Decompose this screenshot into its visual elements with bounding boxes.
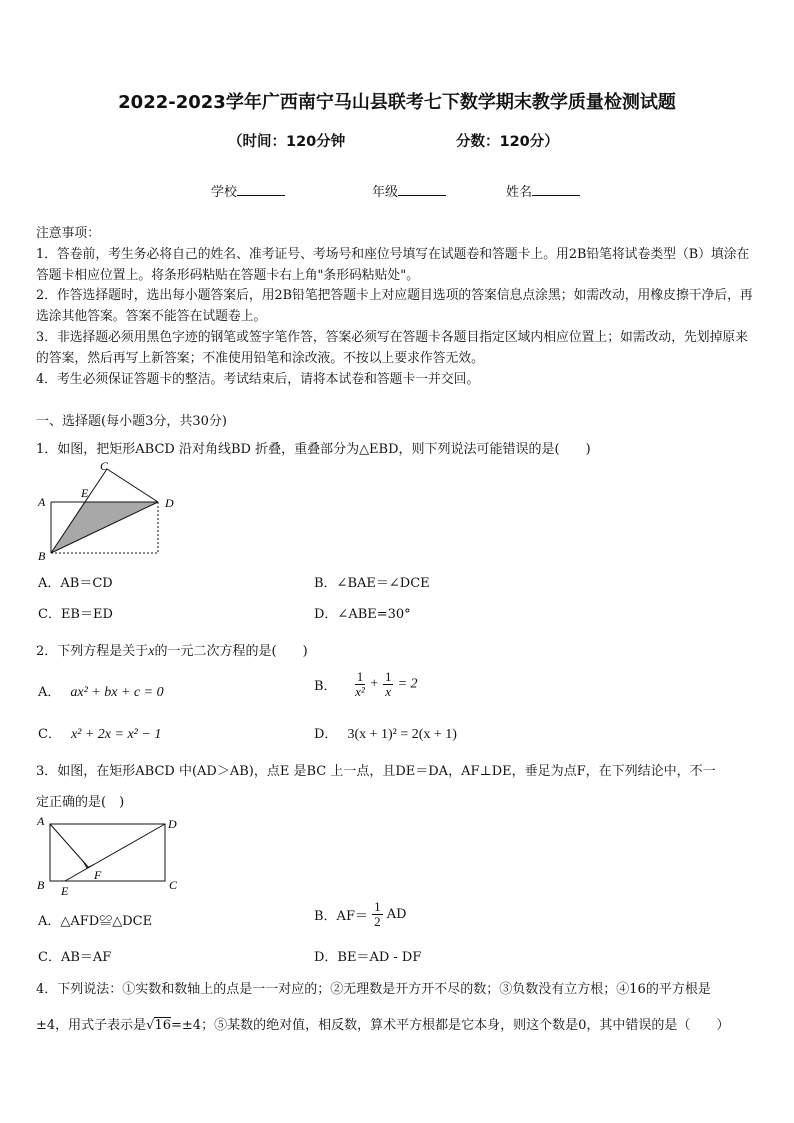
q3-option-b[interactable] — [314, 900, 407, 929]
school-blank — [237, 183, 285, 196]
q2-option-c[interactable] — [38, 723, 161, 743]
q3-b-post: AD — [386, 907, 407, 922]
q2-a-label: A． — [38, 685, 61, 700]
q2-c-math: x² + 2x = x² − 1 — [70, 727, 162, 742]
exam-time: （时间：120分钟 — [228, 134, 346, 150]
q1-option-b[interactable]: B．∠BAE＝∠DCE — [314, 576, 430, 591]
label-c: C — [169, 878, 178, 892]
q3-option-a[interactable]: A．△AFD≌△DCE — [38, 914, 153, 929]
q1-option-a[interactable]: A．AB＝CD — [38, 576, 113, 591]
q3-b-frac — [372, 900, 383, 929]
q2-stem-b: 的一元二次方程的是( ) — [154, 644, 308, 659]
sqrt-sign: √ — [146, 1018, 155, 1033]
section-heading: 一、选择题(每小题3分，共30分) — [36, 414, 227, 429]
label-b: B — [38, 549, 46, 562]
q4-line2-pre: ±4，用式子表示是 — [36, 1018, 147, 1033]
notes-block — [36, 224, 758, 390]
rectangle-abcd — [50, 824, 165, 881]
name-field — [506, 181, 580, 200]
q2-d-math: 3(x + 1)² = 2(x + 1) — [347, 727, 457, 742]
name-label: 姓名 — [506, 185, 533, 200]
q1-option-c[interactable]: C．EB＝ED — [38, 607, 113, 622]
name-blank — [532, 183, 580, 196]
q3-stem-line2: 定正确的是( ) — [36, 795, 125, 810]
grade-blank — [398, 183, 446, 196]
q2-option-b[interactable] — [314, 670, 418, 699]
q4-line2 — [36, 1014, 729, 1033]
grade-field — [372, 181, 446, 200]
q2-option-a[interactable] — [38, 681, 164, 701]
label-e: E — [61, 884, 69, 896]
right-angle-mark — [83, 861, 93, 868]
q3-option-c[interactable]: C．AB＝AF — [38, 950, 112, 965]
note-item: 3．非选择题必须用黑色字迹的钢笔或签字笔作答，答案必须写在答题卡各题目指定区域内相应位置上；如需改动，先划掉原来的答案，然后再写上新答案；不准使用铅笔和涂改液。不按以上要求作答无效。 — [36, 329, 748, 366]
grade-label: 年级 — [372, 185, 399, 200]
folded-cd — [107, 469, 158, 502]
q2-b-label: B． — [314, 679, 337, 694]
school-field — [211, 181, 285, 200]
frac-num: 1 — [384, 669, 392, 684]
q2-d-label: D． — [314, 727, 338, 742]
label-d: D — [168, 817, 177, 831]
note-item: 4．考生必须保证答题卡的整洁。考试结束后，请将本试卷和答题卡一并交回。 — [36, 371, 480, 387]
q1-stem: 1．如图，把矩形ABCD 沿对角线BD 折叠，重叠部分为△EBD，则下列说法可能错误的是( ) — [36, 442, 591, 457]
q1-figure — [34, 460, 184, 562]
exam-score: 分数：120分） — [456, 134, 559, 150]
sqrt-radicand: 16 — [154, 1018, 172, 1033]
q2-b-frac1 — [355, 670, 366, 699]
q2-c-label: C． — [38, 727, 61, 742]
q2-a-math: ax² + bx + c = 0 — [70, 685, 164, 700]
label-d: D — [165, 496, 174, 510]
page-title: 2022-2023学年广西南宁马山县联考七下数学期末教学质量检测试题 — [118, 92, 676, 113]
label-c: C — [100, 460, 109, 473]
q2-stem-a: 2．下列方程是关于 — [36, 644, 149, 659]
label-e: E — [81, 486, 89, 500]
segment-de — [65, 824, 165, 881]
note-item: 2．作答选择题时，选出每小题答案后，用2B铅笔把答题卡上对应题目选项的答案信息点涂黑；如需改动，用橡皮擦干净后，再选涂其他答案。答案不能答在试题卷上。 — [36, 288, 753, 325]
school-label: 学校 — [211, 185, 238, 200]
frac-den: x² — [355, 684, 365, 699]
frac-num: 1 — [374, 899, 381, 914]
q2-b-frac2 — [383, 670, 394, 699]
q2-stem — [36, 640, 308, 660]
frac-den: x — [385, 684, 392, 699]
note-item: 1．答卷前，考生务必将自己的姓名、准考证号、考场号和座位号填写在试题卷和答题卡上。用2B铅笔将试卷类型（B）填涂在答题卡相应位置上。将条形码粘贴在答题卡右上角"条形码粘贴处"。 — [36, 246, 750, 283]
q2-b-plus: + — [369, 676, 379, 692]
label-f: F — [94, 868, 102, 882]
q2-b-rest: = 2 — [397, 676, 418, 692]
q3-b-pre: B．AF＝ — [314, 909, 368, 924]
q4-line2-post: =±4；⑤某数的绝对值，相反数，算术平方根都是它本身，则这个数是0，其中错误的是（ ） — [171, 1018, 730, 1033]
frac-den: 2 — [374, 914, 381, 929]
frac-num: 1 — [356, 669, 364, 684]
q1-option-d[interactable]: D．∠ABE=30° — [314, 607, 411, 622]
q2-stem-var: x — [148, 644, 155, 659]
label-a: A — [37, 814, 45, 828]
notes-heading: 注意事项： — [36, 226, 100, 241]
q3-option-d[interactable]: D．BE＝AD - DF — [314, 950, 422, 965]
label-a: A — [38, 495, 46, 509]
label-b: B — [37, 878, 45, 892]
q4-line1: 4．下列说法：①实数和数轴上的点是一一对应的；②无理数是开方开不尽的数；③负数没有立方根；④16的平方根是 — [36, 982, 711, 997]
q3-figure — [34, 812, 184, 896]
q3-stem-line1: 3．如图，在矩形ABCD 中(AD＞AB)，点E 是BC 上一点，且DE＝DA，AF⊥DE，垂足为点F，在下列结论中，不一 — [36, 764, 716, 779]
q2-option-d[interactable] — [314, 723, 457, 743]
